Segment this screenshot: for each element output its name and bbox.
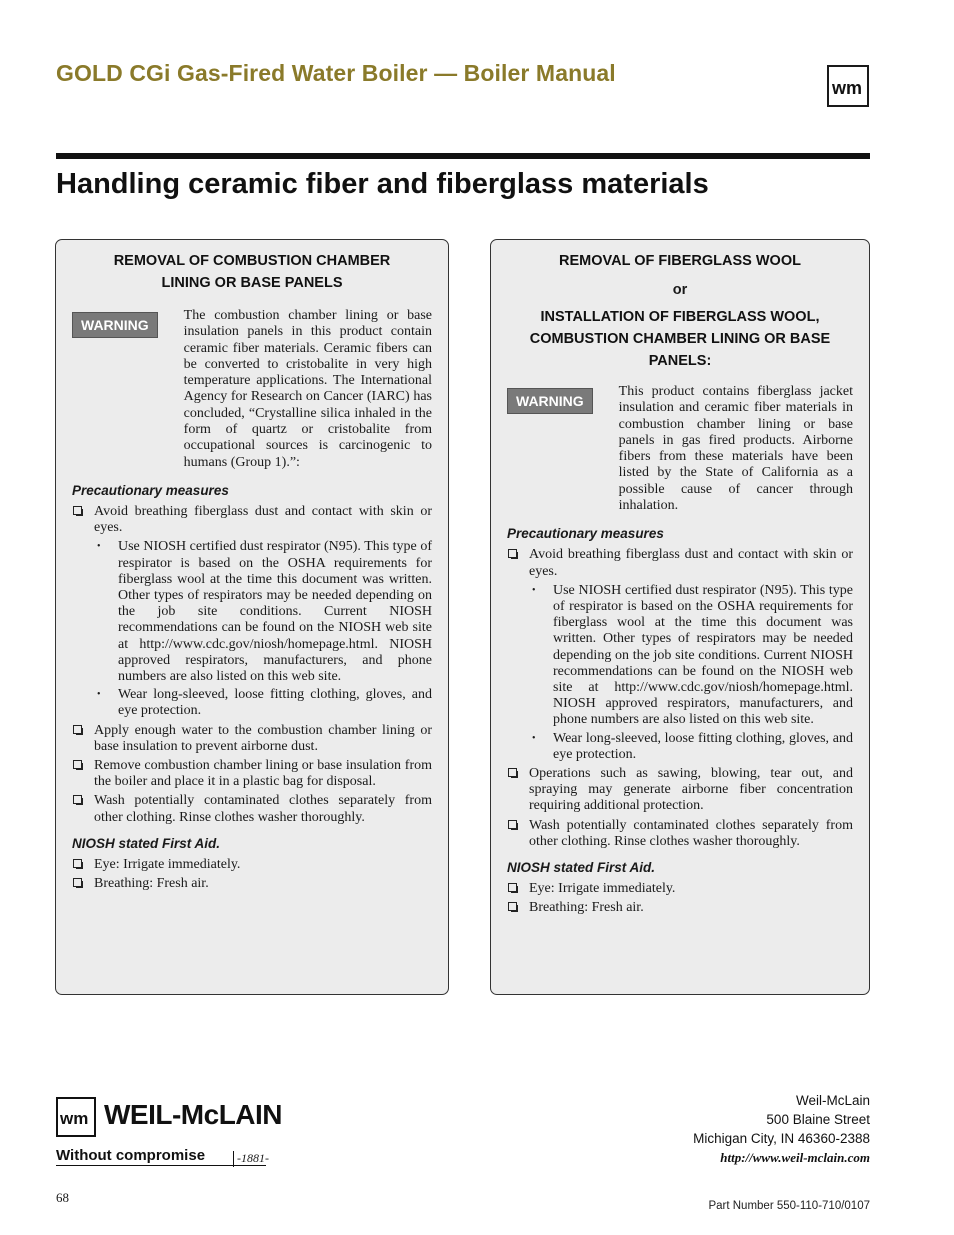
checkbox-icon: [73, 760, 82, 769]
checklist-item-text: Eye: Irrigate immediately.: [94, 856, 241, 872]
precautions-list: [507, 547, 853, 850]
first-aid-label: NIOSH stated First Aid.: [507, 860, 656, 876]
sub-bullet-text: Use NIOSH certified dust respirator (N95). This type of respirator is based on the OSHA requirements for fiberglass wool at the time this document was written. Other types of respirators may be needed depending on the job site conditions. Current NIOSH recommendations can be found on the NIOSH web site at http://www.cdc.gov/niosh/homepage.html. NIOSH approved respirators, manufacturers, and phone numbers are also listed on this web site.: [118, 539, 432, 684]
checkbox-icon: [508, 820, 517, 829]
wm-logo-icon: [56, 1097, 96, 1137]
checklist-item: [72, 758, 432, 790]
checklist-item: [72, 793, 432, 825]
sub-bullet-text: Use NIOSH certified dust respirator (N95). This type of respirator is based on the OSHA requirements for fiberglass wool at the time this document was written. Other types of respirators may be needed depending on the job site conditions. Current NIOSH recommendations can be found on the NIOSH web site at http://www.cdc.gov/niosh/homepage.html. NIOSH approved respirators, manufacturers, and phone numbers are also listed on this web site.: [553, 582, 853, 728]
precautions-list: [72, 504, 432, 826]
sub-bullet-item: [94, 687, 432, 719]
header-rule: [56, 153, 870, 159]
checklist-item: [507, 547, 853, 763]
checkbox-icon: [508, 768, 517, 777]
page-number: 68: [56, 1190, 69, 1205]
company-address: [693, 1091, 870, 1167]
warning-text: This product contains fiberglass jacket insulation and ceramic fiber materials in combustion chamber lining or base panels in gas fired products. Airborne fibers from these materials have been listed by the State of California as a possible cause of cancer through inhalation.: [618, 384, 853, 514]
brand-tagline: Without compromise: [56, 1147, 266, 1166]
precautions-label: Precautionary measures: [72, 482, 229, 498]
sub-bullet-item: [94, 539, 432, 685]
checkbox-icon: [73, 859, 82, 868]
sub-bullet-text: Wear long-sleeved, loose fitting clothing, gloves, and eye protection.: [553, 730, 853, 762]
sub-bullet-text: Wear long-sleeved, loose fitting clothing, gloves, and eye protection.: [118, 687, 432, 719]
checklist-item: [507, 766, 853, 815]
part-number: Part Number 550-110-710/0107: [708, 1200, 870, 1212]
checkbox-icon: [73, 795, 82, 804]
panel-or: or: [672, 282, 688, 298]
precautions-label: Precautionary measures: [507, 526, 664, 542]
checkbox-icon: [508, 902, 517, 911]
warning-badge: WARNING: [507, 388, 593, 414]
checklist-item: [507, 900, 853, 916]
checklist-item-text: Breathing: Fresh air.: [529, 900, 644, 916]
panel-fiberglass-wool: [490, 239, 870, 995]
address-street: 500 Blaine Street: [766, 1112, 870, 1127]
bullet-icon: •: [97, 541, 101, 553]
checklist-item-text: Wash potentially contaminated clothes separately from other clothing. Rinse clothes washer thoroughly.: [94, 793, 432, 825]
sub-bullet-list: [94, 539, 432, 719]
checklist-item: [507, 881, 853, 897]
brand-wordmark: WEIL-McLAIN: [104, 1099, 283, 1130]
address-name: Weil-McLain: [795, 1093, 870, 1108]
checkbox-icon: [508, 883, 517, 892]
checklist-item-text: Remove combustion chamber lining or base insulation from the boiler and place it in a plastic bag for disposal.: [94, 758, 432, 790]
checklist-item-text: Operations such as sawing, blowing, tear out, and spraying may generate airborne fiber concentration requiring additional protection.: [529, 766, 853, 814]
sub-bullet-list: [529, 583, 853, 763]
company-url: http://www.weil-mclain.com: [720, 1150, 870, 1165]
page-title: Handling ceramic fiber and fiberglass materials: [56, 168, 709, 200]
sub-bullet-item: [529, 583, 853, 729]
checklist-item: [72, 723, 432, 755]
panel-combustion-chamber: [55, 239, 449, 995]
checklist-item-text: Eye: Irrigate immediately.: [529, 881, 676, 897]
checklist-item: [72, 876, 432, 892]
bullet-icon: •: [532, 732, 536, 744]
brand-year: -1881-: [233, 1151, 269, 1167]
checkbox-icon: [508, 549, 517, 558]
warning-text: The combustion chamber lining or base insulation panels in this product contain ceramic fiber materials. Ceramic fibers can be converted to cristobalite in very high temperature applications. The International Agency for Research on Cancer (IARC) has concluded, “Crystalline silica inhaled in the form of quartz or cristobalite from occupational sources is carcinogenic to humans (Group 1).”:: [183, 308, 432, 470]
checklist-item: [507, 818, 853, 850]
address-city: Michigan City, IN 46360-2388: [693, 1131, 870, 1146]
panel-heading-1: REMOVAL OF FIBERGLASS WOOL: [559, 253, 801, 269]
bullet-icon: •: [532, 584, 536, 596]
checkbox-icon: [73, 878, 82, 887]
first-aid-label: NIOSH stated First Aid.: [72, 835, 221, 851]
checklist-item-text: Breathing: Fresh air.: [94, 876, 209, 892]
sub-bullet-item: [529, 731, 853, 763]
bullet-icon: •: [97, 689, 101, 701]
svg-text:wm: wm: [832, 78, 863, 98]
checklist-item-text: Avoid breathing fiberglass dust and contact with skin or eyes.: [529, 547, 853, 579]
warning-badge: WARNING: [72, 312, 158, 338]
checklist-item: [72, 857, 432, 873]
checkbox-icon: [73, 725, 82, 734]
first-aid-list: [507, 881, 853, 916]
checklist-item: [72, 504, 432, 720]
svg-text:wm: wm: [60, 1109, 89, 1128]
panel-heading: REMOVAL OF COMBUSTION CHAMBER LINING OR BASE PANELS: [113, 253, 391, 291]
checklist-item-text: Wash potentially contaminated clothes separately from other clothing. Rinse clothes washer thoroughly.: [529, 817, 853, 849]
first-aid-list: [72, 857, 432, 892]
manual-title: GOLD CGi Gas-Fired Water Boiler — Boiler Manual: [56, 60, 616, 86]
panel-heading-2: INSTALLATION OF FIBERGLASS WOOL, COMBUSTION CHAMBER LINING OR BASE PANELS:: [529, 309, 831, 369]
checkbox-icon: [73, 506, 82, 515]
wm-logo-icon: [827, 65, 869, 107]
checklist-item-text: Avoid breathing fiberglass dust and contact with skin or eyes.: [94, 503, 432, 536]
checklist-item-text: Apply enough water to the combustion chamber lining or base insulation to prevent airborne dust.: [94, 722, 432, 754]
